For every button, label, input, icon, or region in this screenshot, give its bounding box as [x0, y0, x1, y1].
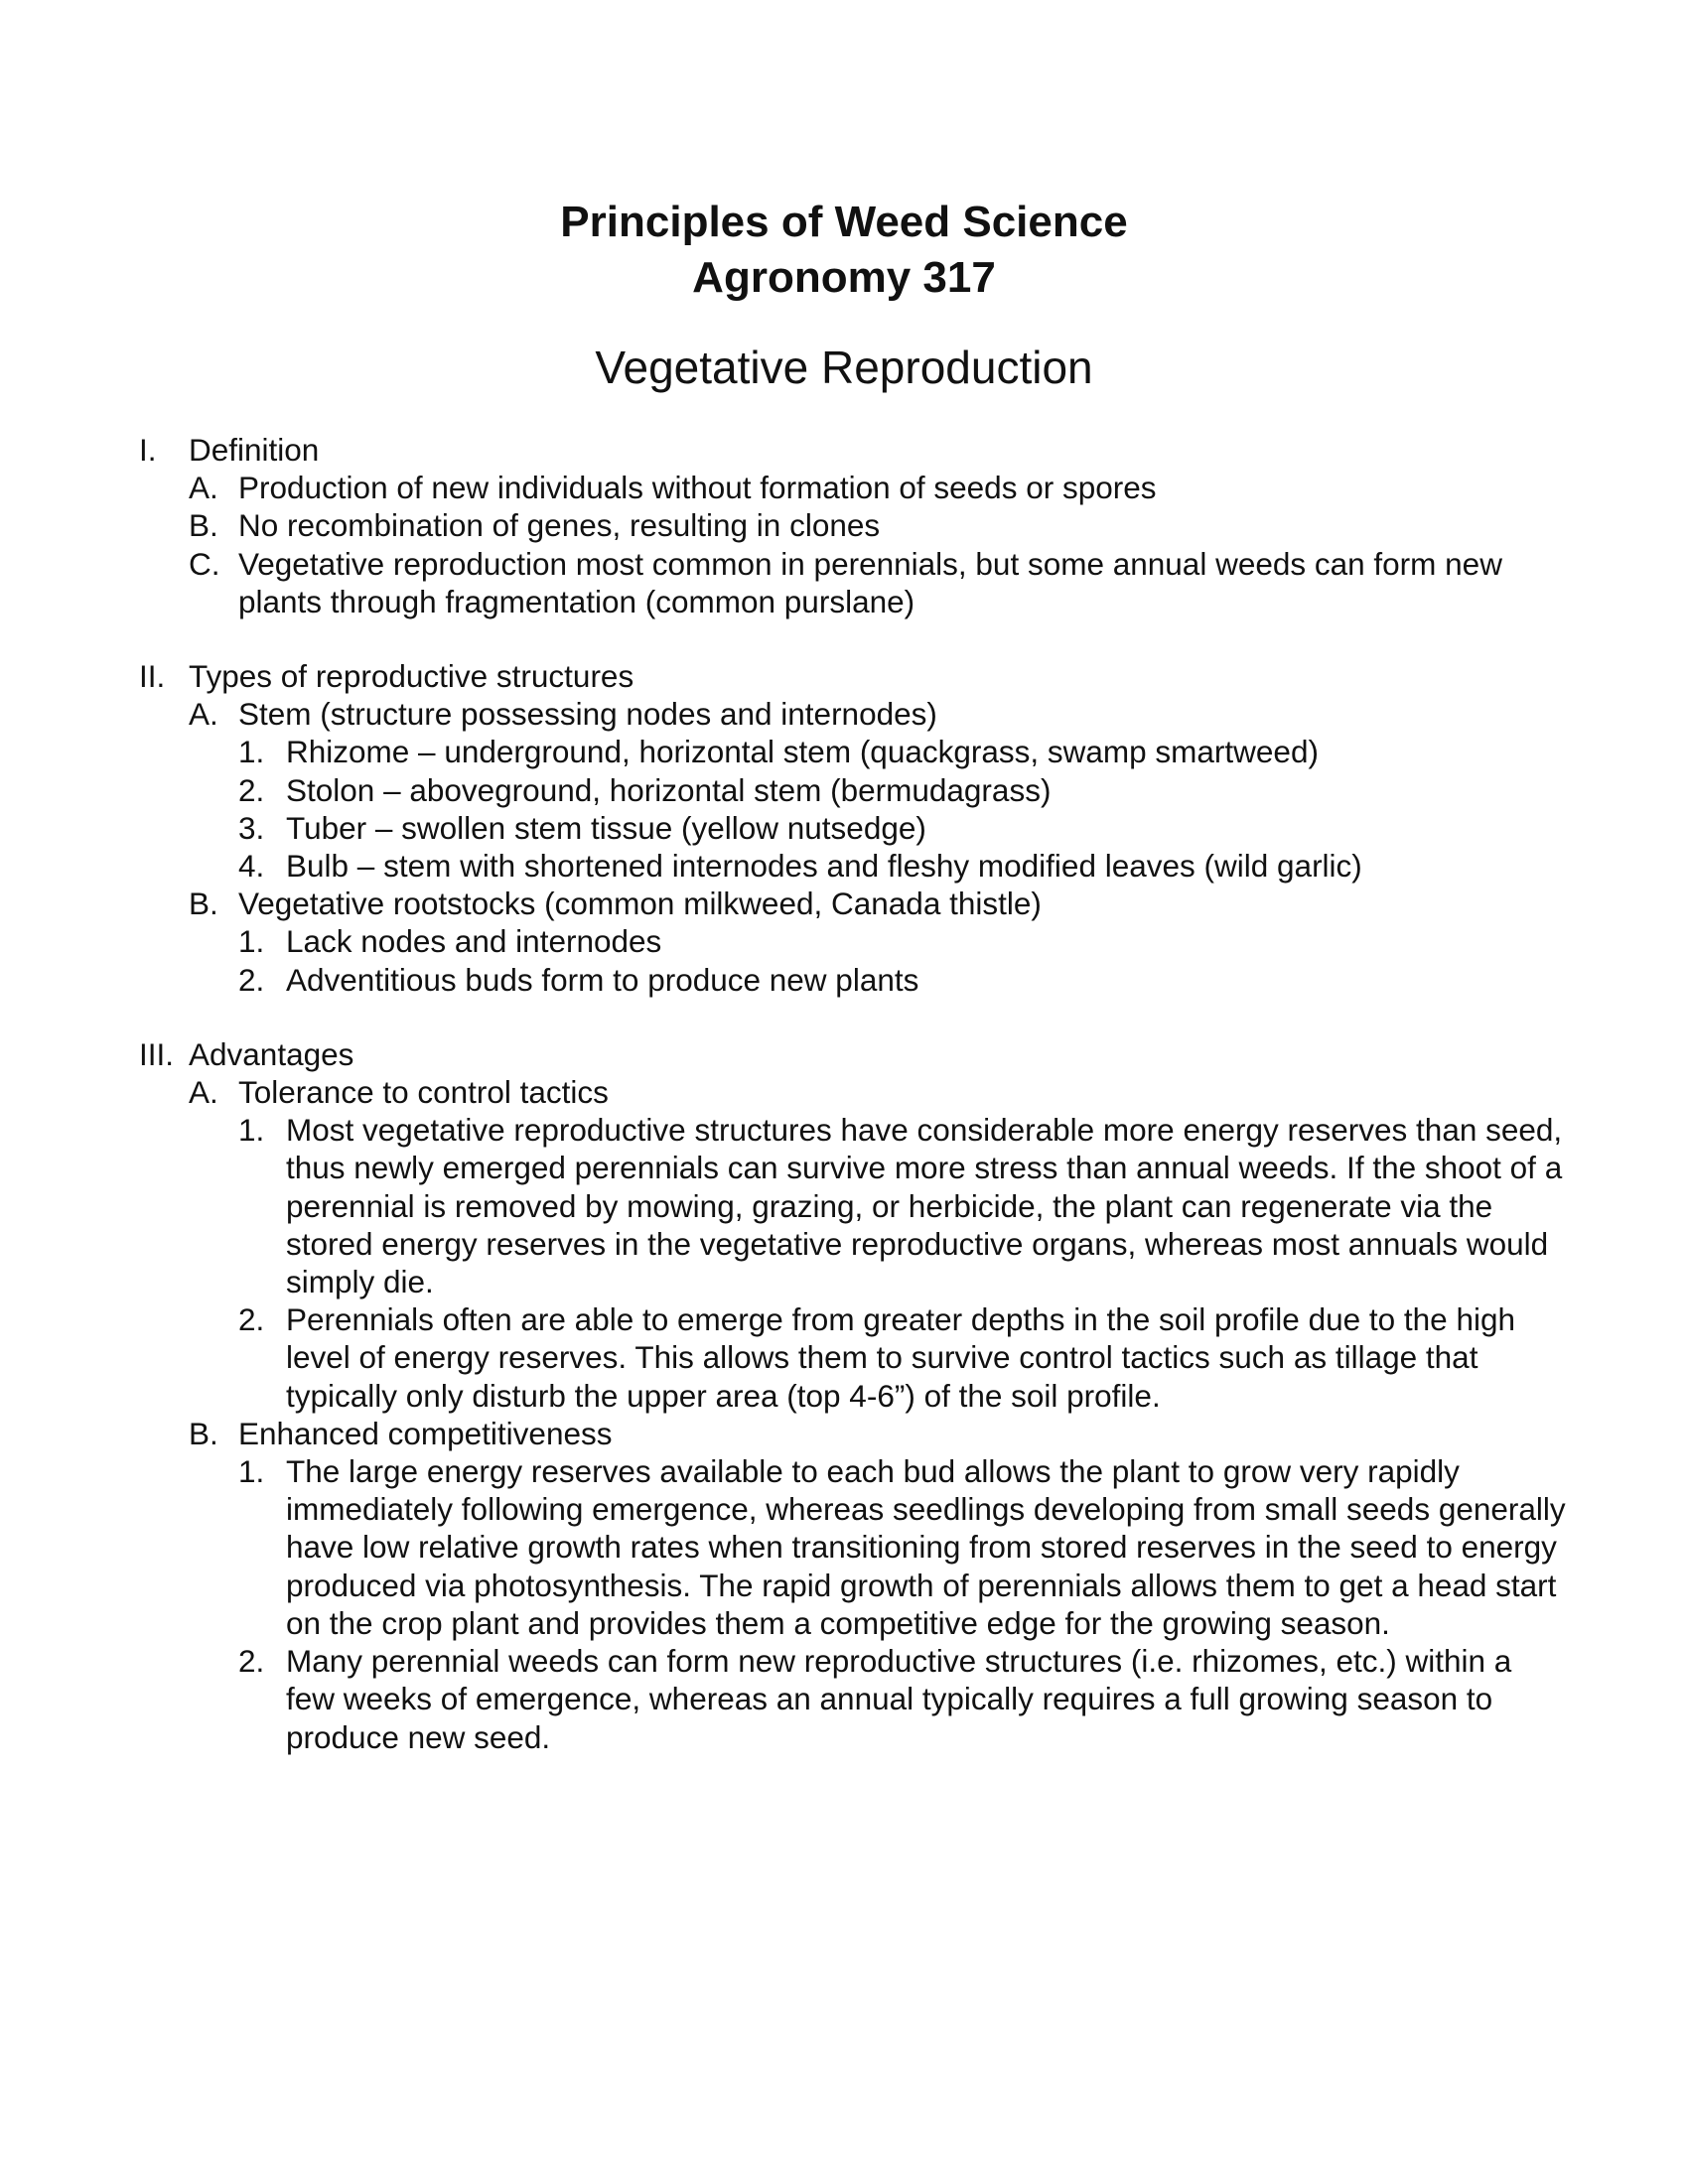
subitem-text: The large energy reserves available to each bud allows the plant to grow very rapidly immediately following emergence, whereas seedlings developing from small seeds generally have low relative growth rates when transitioning from stored reserves in the seed to energy produced via photosynthesis. The rapid growth of perennials allows them to get a head start on the crop plant and provides them a competitive edge for the growing season. — [286, 1453, 1566, 1641]
subitem-number: 3. — [238, 809, 265, 846]
subitem-number: 1. — [238, 1112, 265, 1149]
outline-item — [139, 545, 1569, 620]
subitem-number: 1. — [238, 1453, 265, 1490]
outline-section — [139, 431, 1569, 620]
subitem-text: Tuber – swollen stem tissue (yellow nutsedge) — [286, 809, 926, 846]
course-number: Agronomy 317 — [692, 253, 996, 302]
outline-item — [139, 469, 1569, 506]
lecture-topic: Vegetative Reproduction — [595, 341, 1093, 393]
item-text: Vegetative rootstocks (common milkweed, Canada thistle) — [238, 886, 1042, 922]
subitem-text: Lack nodes and internodes — [286, 923, 662, 960]
item-text: Stem (structure possessing nodes and internodes) — [238, 696, 937, 733]
subitem-text: Bulb – stem with shortened internodes and fleshy modified leaves (wild garlic) — [286, 848, 1362, 885]
outline-subitem — [139, 809, 1569, 847]
section-number: III. — [139, 1035, 175, 1072]
item-text: Enhanced competitiveness — [238, 1415, 613, 1451]
subitem-text: Adventitious buds form to produce new plants — [286, 961, 919, 998]
outline-subitem — [139, 922, 1569, 960]
item-letter: C. — [189, 545, 220, 582]
subitem-text: Perennials often are able to emerge from greater depths in the soil profile due to the high level of energy reserves. This allows them to survive control tactics such as tillage that typically only disturb the upper area (top 4-6”) of the soil profile. — [286, 1301, 1516, 1414]
item-letter: B. — [189, 507, 218, 544]
outline-subitem — [139, 1642, 1569, 1756]
section-title: Types of reproductive structures — [189, 658, 634, 695]
item-letter: A. — [189, 696, 218, 733]
subitem-number: 1. — [238, 923, 265, 960]
course-title: Principles of Weed Science — [560, 198, 1128, 246]
outline-subitem — [139, 733, 1569, 770]
subitem-text: Stolon – aboveground, horizontal stem (bermudagrass) — [286, 771, 1052, 808]
subitem-text: Most vegetative reproductive structures have considerable more energy reserves than seed, thus newly emerged perennials can survive more stress than annual weeds. If the shoot of a perennial is removed by mowing, grazing, or herbicide, the plant can regenerate via the stored energy reserves in the vegetative reproductive organs, whereas most annuals would simply die. — [286, 1112, 1563, 1300]
section-number: II. — [139, 658, 166, 695]
outline-item — [139, 885, 1569, 922]
outline-subitem — [139, 771, 1569, 809]
item-letter: A. — [189, 470, 218, 506]
item-text: No recombination of genes, resulting in clones — [238, 507, 881, 544]
subitem-text: Many perennial weeds can form new reproductive structures (i.e. rhizomes, etc.) within a few weeks of emergence, whereas an annual typically requires a full growing season to produce new seed. — [286, 1643, 1512, 1755]
section-heading — [139, 1035, 1569, 1073]
section-heading — [139, 657, 1569, 695]
section-number: I. — [139, 432, 157, 468]
outline-section — [139, 657, 1569, 999]
section-heading — [139, 431, 1569, 469]
outline-subitem — [139, 847, 1569, 885]
outline-item — [139, 695, 1569, 733]
outline-section — [139, 1035, 1569, 1756]
outline-subitem — [139, 1452, 1569, 1642]
outline-subitem — [139, 1111, 1569, 1300]
item-text: Tolerance to control tactics — [238, 1074, 609, 1111]
subitem-number: 2. — [238, 771, 265, 808]
item-letter: B. — [189, 1415, 218, 1451]
subitem-number: 4. — [238, 848, 265, 885]
subitem-number: 2. — [238, 961, 265, 998]
section-title: Definition — [189, 432, 320, 468]
outline-item — [139, 506, 1569, 544]
outline-subitem — [139, 1300, 1569, 1415]
subitem-number: 2. — [238, 1643, 265, 1680]
outline — [139, 431, 1569, 1793]
outline-item — [139, 1073, 1569, 1111]
subitem-text: Rhizome – underground, horizontal stem (quackgrass, swamp smartweed) — [286, 734, 1319, 770]
item-text: Production of new individuals without formation of seeds or spores — [238, 470, 1157, 506]
item-letter: B. — [189, 886, 218, 922]
item-letter: A. — [189, 1074, 218, 1111]
subitem-number: 1. — [238, 734, 265, 770]
title-block — [0, 195, 1688, 306]
outline-subitem — [139, 961, 1569, 999]
section-title: Advantages — [189, 1035, 354, 1072]
subitem-number: 2. — [238, 1301, 265, 1338]
outline-item — [139, 1415, 1569, 1452]
item-text: Vegetative reproduction most common in perennials, but some annual weeds can form new plants through fragmentation (common purslane) — [238, 545, 1502, 619]
